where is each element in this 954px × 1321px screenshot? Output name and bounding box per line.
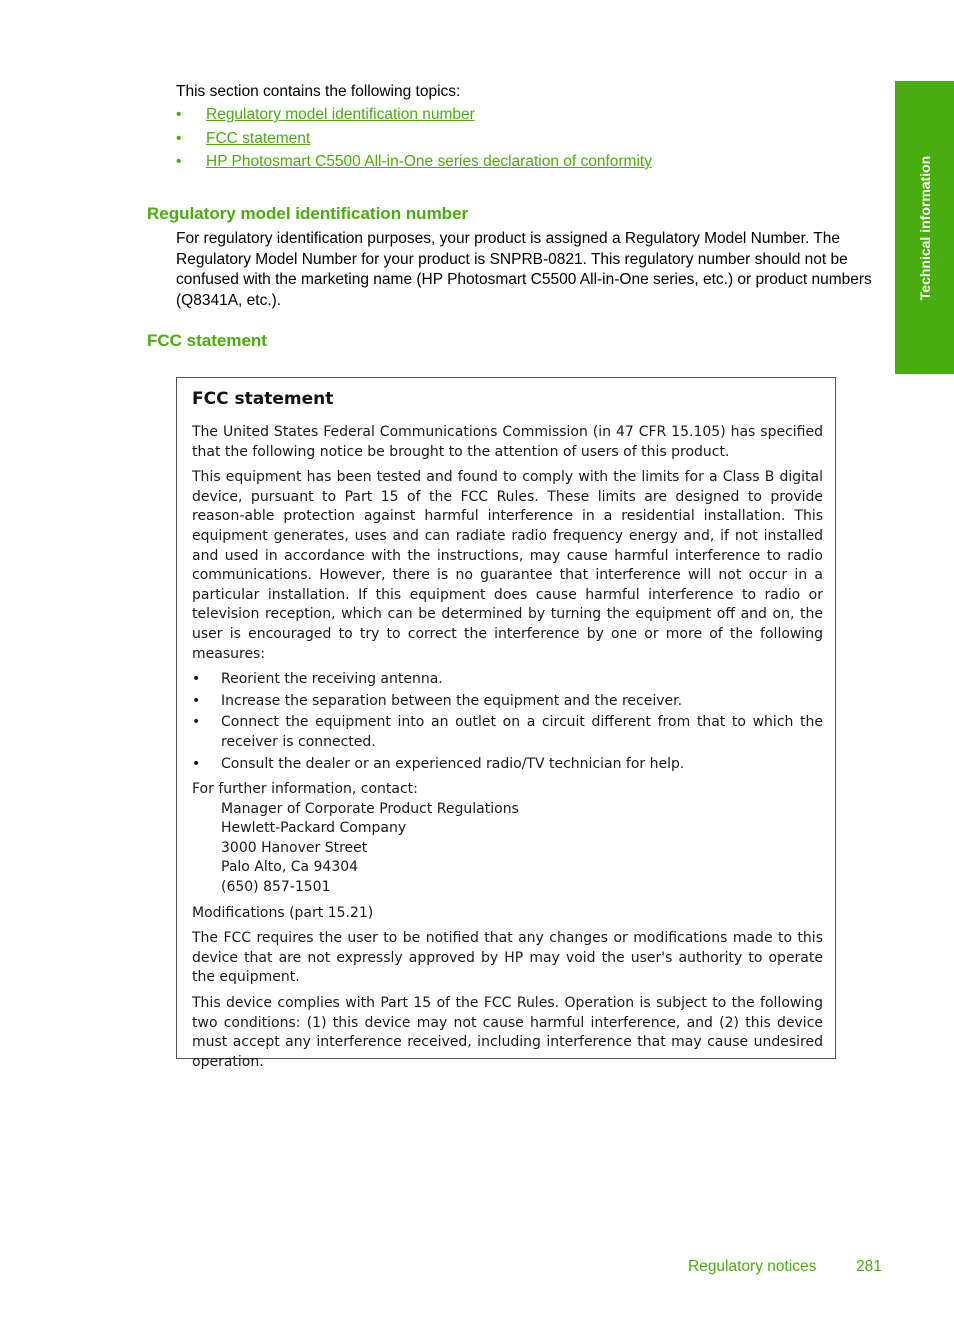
contact-intro: For further information, contact: <box>192 781 418 798</box>
regulatory-heading: Regulatory model identification number <box>147 204 469 223</box>
topic-item <box>176 129 652 153</box>
topic-list <box>176 105 652 176</box>
fcc-paragraph: This device complies with Part 15 of the FCC Rules. Operation is subject to the following two conditions: (1) this device may not cause harmful interference, and (2) this device must accept any interference received, including interference that may cause undesired operation. <box>192 995 823 1070</box>
fcc-measures-list <box>192 670 823 774</box>
modifications-label: Modifications (part 15.21) <box>192 904 374 921</box>
topic-link-fcc-statement[interactable]: FCC statement <box>206 129 311 147</box>
measure-text: Connect the equipment into an outlet on a circuit different from that to which the receiver is connected. <box>221 714 823 750</box>
bullet: • <box>192 692 201 709</box>
side-tab-label: Technical information <box>916 155 933 300</box>
list-item <box>192 713 823 752</box>
side-tab <box>895 81 954 374</box>
list-item <box>192 692 823 712</box>
contact-address <box>192 800 823 898</box>
bullet: • <box>176 153 182 170</box>
intro-text: This section contains the following topics: <box>176 83 461 100</box>
bullet: • <box>192 755 201 772</box>
list-item <box>192 755 823 775</box>
address-line: (650) 857-1501 <box>221 879 331 896</box>
list-item <box>192 670 823 690</box>
regulatory-body: For regulatory identification purposes, your product is assigned a Regulatory Model Number. The Regulatory Model Number for your product is SNPRB-0821. This regulatory number should not be confused with the marketing name (HP Photosmart C5500 All-in-One series, etc.) or product numbers (Q8341A, etc.). <box>176 230 872 309</box>
topic-item <box>176 152 652 176</box>
fcc-paragraph: The FCC requires the user to be notified that any changes or modifications made to this device that are not expressly approved by HP may void the user's authority to operate the equipment. <box>192 930 823 986</box>
measure-text: Reorient the receiving antenna. <box>221 671 443 688</box>
topic-link-declaration-of-conformity[interactable]: HP Photosmart C5500 All-in-One series declaration of conformity <box>206 153 652 170</box>
address-line: 3000 Hanover Street <box>221 839 368 856</box>
bullet: • <box>176 129 182 147</box>
page-number: 281 <box>856 1258 882 1275</box>
measure-text: Increase the separation between the equipment and the receiver. <box>221 692 683 709</box>
bullet: • <box>192 714 201 731</box>
measure-text: Consult the dealer or an experienced radio/TV technician for help. <box>221 755 685 772</box>
bullet: • <box>192 671 201 688</box>
fcc-paragraph: The United States Federal Communications Commission (in 47 CFR 15.105) has specified that the following notice be brought to the attention of users of this product. <box>192 424 823 460</box>
address-line: Manager of Corporate Product Regulations <box>221 800 519 817</box>
fcc-paragraph: This equipment has been tested and found to comply with the limits for a Class B digital device, pursuant to Part 15 of the FCC Rules. These limits are designed to provide reason-able protection against harmful interference in a residential installation. This equipment generates, uses and can radiate radio frequency energy and, if not installed and used in accordance with the instructions, may cause harmful interference to radio communications. However, there is no guarantee that interference will not occur in a particular installation. If this equipment does cause harmful interference to radio or television reception, which can be determined by turning the equipment off and on, the user is encouraged to try to correct the interference by one or more of the following measures: <box>192 469 823 662</box>
fcc-box-title: FCC statement <box>192 389 334 409</box>
fcc-statement-box <box>176 377 836 1070</box>
address-line: Palo Alto, Ca 94304 <box>221 859 359 876</box>
footer-section-label: Regulatory notices <box>688 1258 817 1275</box>
topic-link-regulatory-model[interactable]: Regulatory model identification number <box>206 106 475 123</box>
fcc-heading: FCC statement <box>147 331 267 350</box>
address-line: Hewlett-Packard Company <box>221 820 407 837</box>
bullet: • <box>176 106 182 123</box>
topic-item <box>176 105 652 129</box>
